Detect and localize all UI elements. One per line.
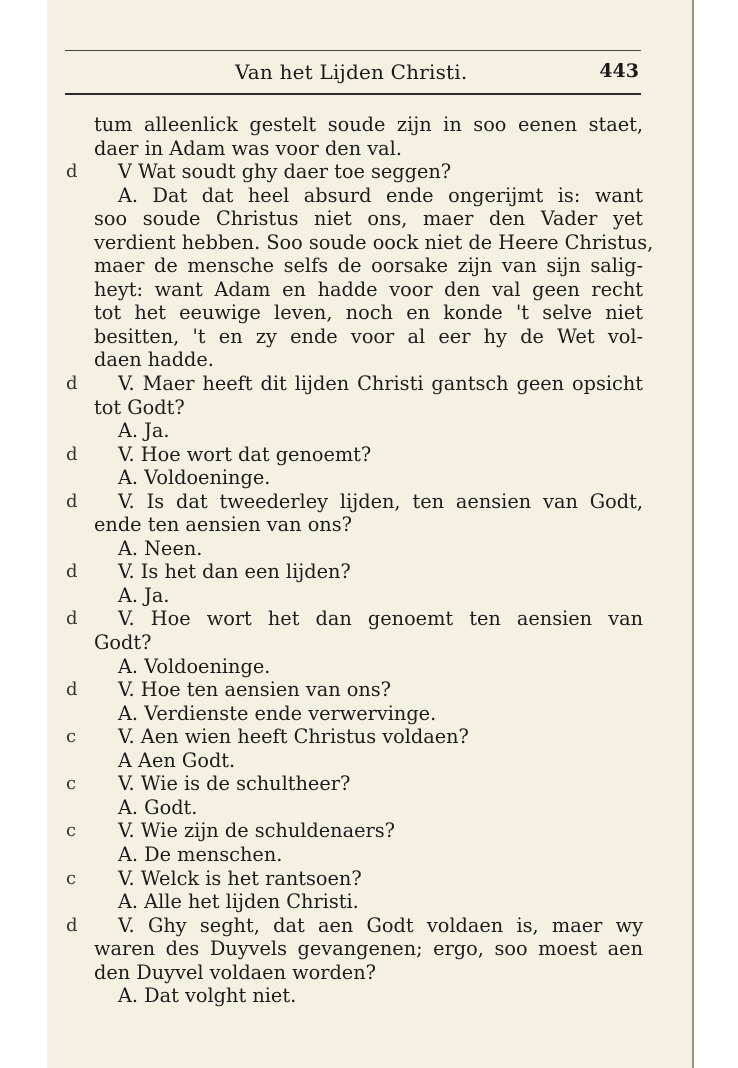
text-line <box>0 655 738 679</box>
line-text: besitten, 't en zy ende voor al eer hy de Wet vol- <box>94 324 643 348</box>
running-title: Van het Lijden Christi. <box>235 60 468 84</box>
margin-note: d <box>66 561 78 583</box>
text-line <box>0 961 738 985</box>
text-line <box>0 254 738 278</box>
line-text: V. Hoe wort dat genoemt? <box>118 442 372 466</box>
line-text: A. De menschen. <box>118 842 283 866</box>
text-line <box>0 772 738 796</box>
line-text: A. Voldoeninge. <box>118 466 271 490</box>
margin-note: d <box>66 490 78 512</box>
margin-note: d <box>66 373 78 395</box>
text-line <box>0 631 738 655</box>
line-text: tum alleenlick gestelt soude zijn in soo eenen staet, <box>94 113 643 136</box>
margin-note: d <box>66 914 78 936</box>
line-text: V. Aen wien heeft Christus voldaen? <box>118 725 469 749</box>
line-text: V. Is het dan een lijden? <box>118 560 351 584</box>
text-line <box>0 443 738 467</box>
text-line <box>0 490 738 514</box>
line-text: A Aen Godt. <box>118 748 236 772</box>
text-line <box>0 419 738 443</box>
line-text: tot het eeuwige leven, noch en konde 't selve niet <box>94 301 643 325</box>
margin-note: d <box>66 608 78 630</box>
text-line <box>0 890 738 914</box>
text-line <box>0 937 738 961</box>
line-text: V. Is dat tweederley lijden, ten aensien van Godt, <box>118 489 643 513</box>
line-text: A. Ja. <box>118 419 170 443</box>
text-line <box>0 914 738 938</box>
line-text: V. Maer heeft dit lijden Christi gantsch geen opsicht <box>118 372 643 396</box>
text-line <box>0 796 738 820</box>
text-line <box>0 466 738 490</box>
line-text: maer de mensche selfs de oorsake zijn van sijn salig- <box>94 254 643 278</box>
text-line <box>0 702 738 726</box>
line-text: A. Ja. <box>118 583 170 607</box>
text-line <box>0 749 738 773</box>
text-line <box>0 678 738 702</box>
text-line <box>0 160 738 184</box>
text-line <box>0 984 738 1008</box>
text-line <box>0 278 738 302</box>
line-text: A. Godt. <box>118 795 198 819</box>
page-number: 443 <box>599 60 639 82</box>
margin-note: c <box>66 726 77 748</box>
header-top-rule <box>65 50 641 51</box>
header-bottom-rule <box>65 93 641 95</box>
text-line <box>0 372 738 396</box>
text-line <box>0 537 738 561</box>
text-line <box>0 207 738 231</box>
line-text: A. Dat dat heel absurd ende ongerijmt is: want <box>118 183 643 207</box>
line-text: Godt? <box>94 631 152 655</box>
margin-note: c <box>66 867 77 889</box>
line-text: soo soude Christus niet ons, maer den Vader yet <box>94 207 643 231</box>
text-line <box>0 607 738 631</box>
text-line <box>0 184 738 208</box>
text-line <box>0 843 738 867</box>
text-line <box>0 396 738 420</box>
line-text: daer in Adam was voor den val. <box>94 136 402 160</box>
text-line <box>0 725 738 749</box>
line-text: V. Welck is het rantsoen? <box>118 866 362 890</box>
line-text: V. Hoe wort het dan genoemt ten aensien van <box>118 607 643 631</box>
text-line <box>0 867 738 891</box>
text-line <box>0 325 738 349</box>
margin-note: d <box>66 161 78 183</box>
line-text: waren des Duyvels gevangenen; ergo, soo moest aen <box>94 937 643 961</box>
margin-note: d <box>66 443 78 465</box>
text-line <box>0 819 738 843</box>
margin-note: c <box>66 773 77 795</box>
text-line <box>0 348 738 372</box>
line-text: A. Alle het lijden Christi. <box>118 890 359 914</box>
text-line <box>0 560 738 584</box>
text-line <box>0 113 738 137</box>
page-header <box>65 58 641 86</box>
line-text: daen hadde. <box>94 348 214 372</box>
line-text: V. Ghy seght, dat aen Godt voldaen is, maer wy <box>118 913 643 937</box>
line-text: tot Godt? <box>94 395 185 419</box>
line-text: den Duyvel voldaen worden? <box>94 960 376 984</box>
line-text: V Wat soudt ghy daer toe seggen? <box>118 160 452 184</box>
text-line <box>0 584 738 608</box>
text-line <box>0 231 738 255</box>
line-text: V. Hoe ten aensien van ons? <box>118 678 392 702</box>
line-text: A. Voldoeninge. <box>118 654 271 678</box>
margin-note: c <box>66 820 77 842</box>
line-text: A. Verdienste ende verwervinge. <box>118 701 437 725</box>
line-text: V. Wie zijn de schuldenaers? <box>118 819 395 843</box>
margin-note: d <box>66 679 78 701</box>
line-text: A. Dat volght niet. <box>118 984 297 1008</box>
text-block <box>0 113 738 1008</box>
text-line <box>0 513 738 537</box>
text-line <box>0 301 738 325</box>
line-text: ende ten aensien van ons? <box>94 513 352 537</box>
line-text: A. Neen. <box>118 536 203 560</box>
line-text: verdient hebben. Soo soude oock niet de Heere Christus, <box>94 230 654 254</box>
line-text: heyt: want Adam en hadde voor den val geen recht <box>94 277 643 301</box>
line-text: V. Wie is de schultheer? <box>118 772 351 796</box>
text-line <box>0 137 738 161</box>
